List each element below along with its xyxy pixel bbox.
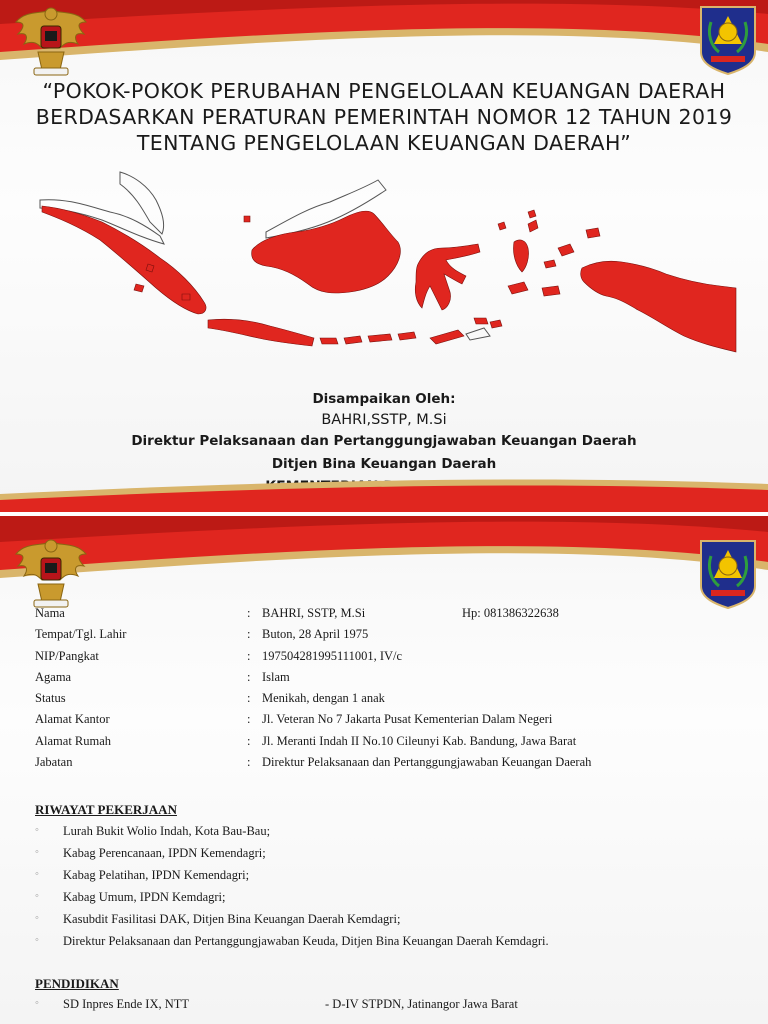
bullet-icon: ◦ — [35, 890, 39, 902]
bullet-icon: ◦ — [35, 868, 39, 880]
sulawesi-shape — [415, 244, 480, 310]
bali-nusa-shape — [320, 332, 416, 344]
bullet-icon: ◦ — [35, 912, 39, 924]
presented-by-label: Disampaikan Oleh: — [312, 391, 456, 407]
profile-slide — [0, 516, 768, 1024]
profile-value: Direktur Pelaksanaan dan Pertanggungjawaban Keuangan Daerah — [262, 755, 592, 770]
colon: : — [247, 669, 251, 684]
list-item — [35, 868, 549, 890]
bullet-icon: ◦ — [35, 997, 39, 1009]
profile-label: NIP/Pangkat — [35, 648, 99, 663]
work-item: Direktur Pelaksanaan dan Pertanggungjawaban Keuda, Ditjen Bina Keuangan Daerah Kemdagri. — [63, 934, 549, 948]
profile-label: Agama — [35, 669, 72, 684]
education-item-right: - D-IV STPDN, Jatinangor Jawa Barat — [325, 997, 518, 1011]
colon: : — [247, 627, 251, 642]
title-line-1: “POKOK-POKOK PERUBAHAN PENGELOLAAN KEUANGAN DAERAH — [42, 79, 726, 103]
timor-shape — [430, 330, 464, 344]
phone-number: Hp: 081386322638 — [462, 606, 559, 620]
profile-value: Islam — [262, 669, 290, 684]
colon: : — [247, 691, 251, 706]
profile-label: Alamat Rumah — [35, 733, 112, 748]
list-item — [35, 890, 549, 912]
profile-label: Alamat Kantor — [35, 712, 110, 727]
education-list — [35, 997, 518, 1019]
presentation-title — [0, 78, 768, 156]
profile-value: Menikah, dengan 1 anak — [262, 691, 385, 706]
profile-value: BAHRI, SSTP, M.Si — [262, 606, 366, 620]
work-item: Kasubdit Fasilitasi DAK, Ditjen Bina Keuangan Daerah Kemdagri; — [63, 912, 401, 926]
list-item — [35, 934, 549, 956]
work-history-heading: RIWAYAT PEKERJAAN — [35, 802, 177, 817]
garuda-emblem-icon-2 — [12, 536, 90, 610]
indonesia-map — [38, 168, 738, 360]
profile-value: Jl. Meranti Indah II No.10 Cileunyi Kab. Bandung, Jawa Barat — [262, 733, 577, 748]
list-item — [35, 912, 549, 934]
java-shape — [208, 319, 314, 346]
profile-label: Jabatan — [35, 755, 73, 770]
bottom-red-wave — [0, 474, 768, 512]
list-item — [35, 846, 549, 868]
colon: : — [247, 648, 251, 663]
profile-value: 197504281995111001, IV/c — [262, 648, 403, 663]
kemendagri-emblem-icon — [697, 4, 759, 76]
top-red-wave — [0, 0, 768, 70]
list-item — [35, 997, 518, 1019]
profile-value: Buton, 28 April 1975 — [262, 627, 369, 642]
bullet-icon: ◦ — [35, 934, 39, 946]
garuda-emblem-icon — [12, 4, 90, 78]
presenter-directorate: Ditjen Bina Keuangan Daerah — [271, 456, 497, 472]
sumatra-shape — [42, 206, 206, 314]
work-item: Kabag Perencanaan, IPDN Kemendagri; — [63, 846, 266, 860]
colon: : — [247, 733, 251, 748]
profile-label: Status — [35, 691, 66, 706]
work-item: Kabag Pelatihan, IPDN Kemendagri; — [63, 868, 250, 882]
papua-shape — [581, 261, 736, 352]
presenter-position: Direktur Pelaksanaan dan Pertanggungjawaban Keuangan Daerah — [131, 433, 637, 449]
kemendagri-emblem-icon-2 — [697, 538, 759, 610]
bullet-icon: ◦ — [35, 846, 39, 858]
presenter-name: BAHRI,SSTP, M.Si — [321, 412, 447, 428]
bullet-icon: ◦ — [35, 824, 39, 836]
maluku-shape — [508, 220, 560, 296]
colon: : — [247, 755, 251, 770]
title-line-3: TENTANG PENGELOLAAN KEUANGAN DAERAH” — [136, 131, 632, 155]
work-history-list — [35, 824, 549, 956]
profile-label: Tempat/Tgl. Lahir — [35, 627, 127, 642]
title-line-2: BERDASARKAN PERATURAN PEMERINTAH NOMOR 12 TAHUN 2019 — [35, 105, 733, 129]
work-item: Lurah Bukit Wolio Indah, Kota Bau-Bau; — [63, 824, 271, 838]
profile-value: Jl. Veteran No 7 Jakarta Pusat Kementerian Dalam Negeri — [262, 712, 553, 727]
education-heading: PENDIDIKAN — [35, 976, 119, 991]
work-item: Kabag Umum, IPDN Kemdagri; — [63, 890, 226, 904]
kalimantan-shape — [252, 211, 401, 293]
list-item — [35, 824, 549, 846]
education-item: SD Inpres Ende IX, NTT — [63, 997, 190, 1011]
profile-label: Nama — [35, 606, 65, 620]
timor-leste-outline — [466, 328, 490, 340]
top-red-wave-2 — [0, 516, 768, 586]
colon: : — [247, 712, 251, 727]
colon: : — [247, 606, 251, 620]
